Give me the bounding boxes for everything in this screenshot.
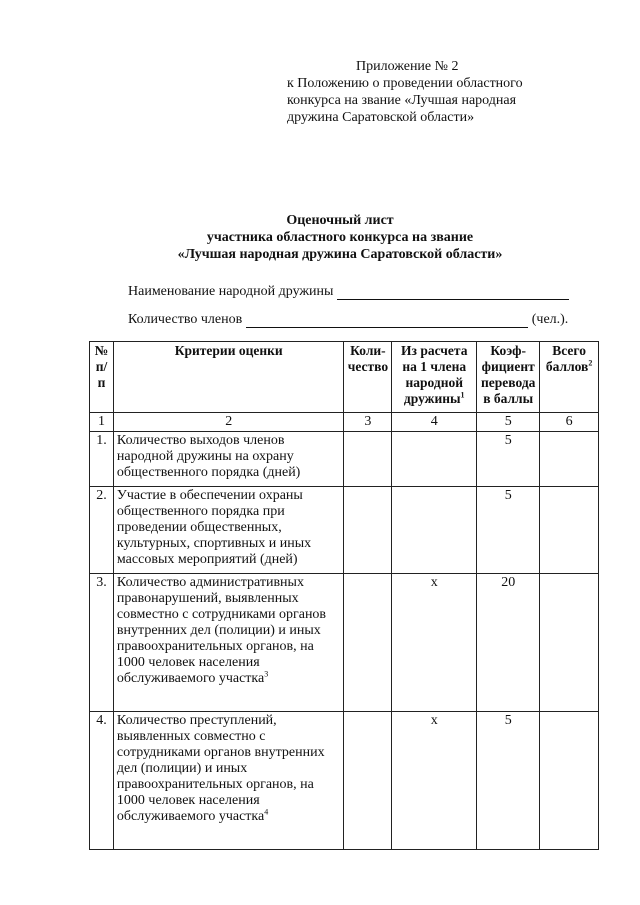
row-criteria bbox=[113, 432, 344, 487]
row-coefficient: 5 bbox=[477, 487, 540, 574]
appendix-header bbox=[287, 58, 607, 126]
footnote-mark: 1 bbox=[460, 390, 465, 400]
row-number: 1. bbox=[90, 432, 114, 487]
header-total bbox=[540, 342, 599, 413]
document-title bbox=[0, 212, 640, 263]
row-per-member: х bbox=[392, 712, 477, 850]
footnote-mark: 4 bbox=[264, 807, 269, 817]
evaluation-table bbox=[89, 341, 599, 850]
row-criteria-text: Участие в обеспечении охраны общественного порядка при проведении общественных, культурных, спортивных и иных массовых мероприятий (дней) bbox=[116, 488, 312, 567]
row-coefficient: 5 bbox=[477, 712, 540, 850]
row-total[interactable] bbox=[540, 712, 599, 850]
column-index: 5 bbox=[477, 413, 540, 432]
header-total-text: Всего баллов bbox=[545, 343, 589, 374]
row-per-member: х bbox=[392, 574, 477, 712]
row-criteria bbox=[113, 712, 344, 850]
druzhina-name-blank[interactable] bbox=[337, 285, 569, 300]
column-index: 2 bbox=[113, 413, 344, 432]
column-index: 4 bbox=[392, 413, 477, 432]
header-per-member bbox=[392, 342, 477, 413]
members-count-label: Количество членов bbox=[128, 312, 243, 327]
row-criteria-text: Количество преступлений, выявленных совместно с сотрудниками органов внутренних дел (полиции) и иных правоохранительных органов, на 1000 человек населения обслуживаемого участка bbox=[116, 713, 325, 824]
row-per-member[interactable] bbox=[392, 487, 477, 574]
row-criteria bbox=[113, 574, 344, 712]
title-line: «Лучшая народная дружина Саратовской области» bbox=[177, 247, 503, 262]
members-count-blank[interactable] bbox=[246, 313, 528, 328]
row-total[interactable] bbox=[540, 574, 599, 712]
row-quantity[interactable] bbox=[344, 432, 392, 487]
row-coefficient: 20 bbox=[477, 574, 540, 712]
row-criteria-text: Количество выходов членов народной дружины на охрану общественного порядка (дней) bbox=[116, 433, 301, 480]
table-row bbox=[90, 712, 599, 850]
row-total[interactable] bbox=[540, 487, 599, 574]
column-index-row bbox=[90, 413, 599, 432]
row-total[interactable] bbox=[540, 432, 599, 487]
header-coefficient: Коэф-фициент перевода в баллы bbox=[477, 342, 540, 413]
row-per-member[interactable] bbox=[392, 432, 477, 487]
members-count-field bbox=[128, 311, 568, 328]
column-index: 6 bbox=[540, 413, 599, 432]
title-line: Оценочный лист bbox=[286, 213, 394, 228]
footnote-mark: 2 bbox=[588, 358, 593, 368]
row-quantity[interactable] bbox=[344, 712, 392, 850]
row-criteria-text: Количество административных правонарушений, выявленных совместно с сотрудниками органов внутренних дел (полиции) и иных правоохранительных органов, на 1000 человек населения обслуживаемого участка bbox=[116, 575, 327, 686]
row-number: 2. bbox=[90, 487, 114, 574]
title-line: участника областного конкурса на звание bbox=[206, 230, 474, 245]
header-per-member-text: Из расчета на 1 члена народной дружины bbox=[401, 343, 468, 406]
appendix-ref-line: конкурса на звание «Лучшая народная bbox=[287, 93, 517, 108]
druzhina-name-label: Наименование народной дружины bbox=[128, 284, 334, 299]
header-quantity: Коли-чество bbox=[344, 342, 392, 413]
appendix-ref-line: к Положению о проведении областного bbox=[287, 76, 523, 91]
column-index: 3 bbox=[344, 413, 392, 432]
appendix-number: Приложение № 2 bbox=[356, 59, 459, 74]
row-coefficient: 5 bbox=[477, 432, 540, 487]
appendix-ref-line: дружина Саратовской области» bbox=[287, 110, 475, 125]
row-criteria bbox=[113, 487, 344, 574]
members-unit: (чел.). bbox=[531, 312, 569, 327]
footnote-mark: 3 bbox=[264, 669, 269, 679]
column-index: 1 bbox=[90, 413, 114, 432]
row-quantity[interactable] bbox=[344, 574, 392, 712]
header-criteria: Критерии оценки bbox=[113, 342, 344, 413]
row-number: 3. bbox=[90, 574, 114, 712]
row-number: 4. bbox=[90, 712, 114, 850]
table-header-row bbox=[90, 342, 599, 413]
table-row bbox=[90, 574, 599, 712]
table-row bbox=[90, 487, 599, 574]
table-row bbox=[90, 432, 599, 487]
header-num: № п/п bbox=[90, 342, 114, 413]
row-quantity[interactable] bbox=[344, 487, 392, 574]
druzhina-name-field bbox=[128, 283, 569, 300]
